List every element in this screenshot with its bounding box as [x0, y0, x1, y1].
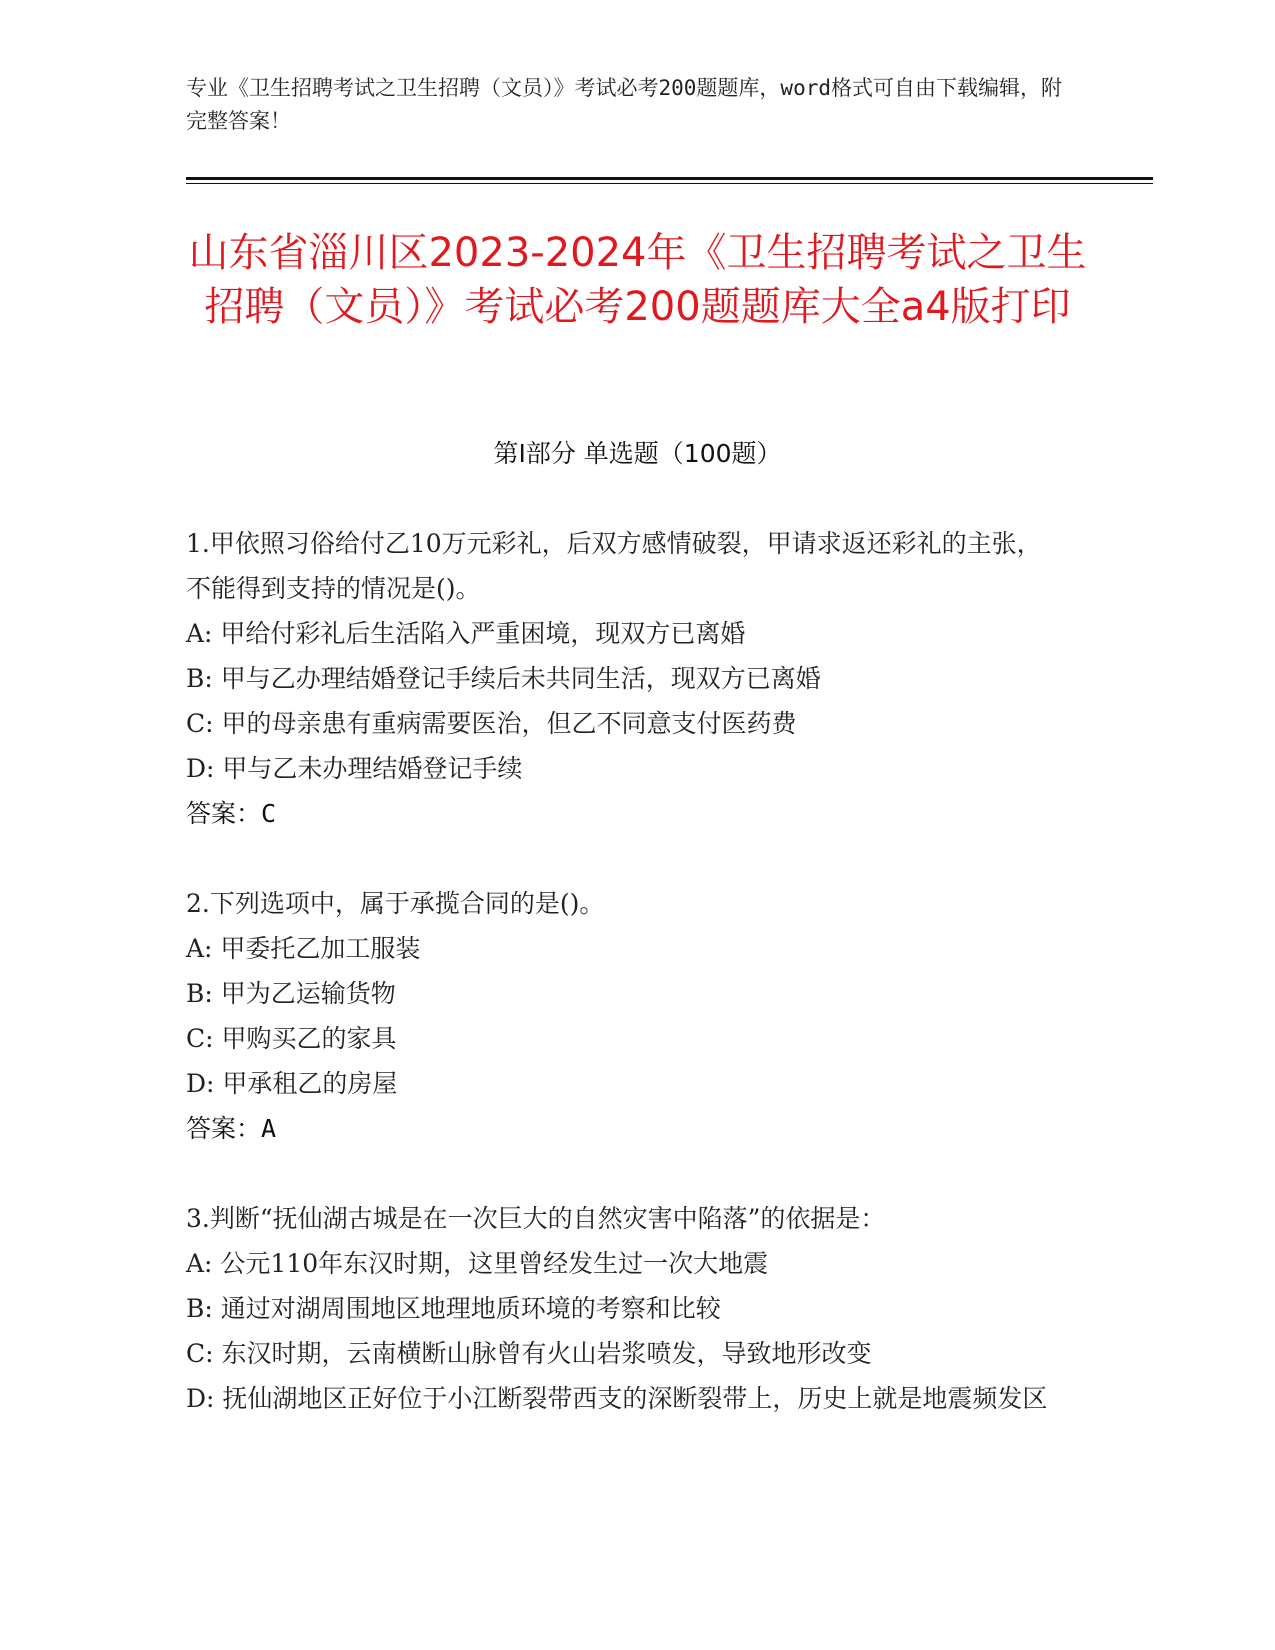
option-a: A: 公元110年东汉时期，这里曾经发生过一次大地震: [186, 1249, 769, 1278]
question-stem: 3.判断“抚仙湖古城是在一次巨大的自然灾害中陷落”的依据是：: [186, 1204, 886, 1233]
option-b: B: 甲为乙运输货物: [186, 979, 396, 1008]
document-title: 山东省淄川区2023-2024年《卫生招聘考试之卫生招聘（文员）》考试必考200题题库大全a4版打印: [188, 230, 1087, 330]
question-stem: 2.下列选项中，属于承揽合同的是()。: [186, 889, 605, 918]
option-a: A: 甲委托乙加工服装: [186, 934, 421, 963]
question-3: [186, 1196, 1066, 1421]
option-c: C: 东汉时期，云南横断山脉曾有火山岩浆喷发，导致地形改变: [186, 1339, 872, 1368]
answer-label: 答案：: [186, 1114, 262, 1143]
section-title: 第Ⅰ部分 单选题（100题）: [493, 439, 782, 468]
option-c: C: 甲购买乙的家具: [186, 1024, 397, 1053]
header-note: 专业《卫生招聘考试之卫生招聘（文员）》考试必考200题题库，word格式可自由下载编辑，附完整答案！: [186, 76, 1062, 133]
header-divider-thick: [186, 177, 1153, 180]
question-1: [186, 521, 1066, 836]
answer-line: [186, 1106, 1066, 1151]
option-d: D: 甲承租乙的房屋: [186, 1069, 398, 1098]
answer-label: 答案：: [186, 799, 262, 828]
option-a: A: 甲给付彩礼后生活陷入严重困境，现双方已离婚: [186, 619, 746, 648]
answer-line: [186, 791, 1066, 836]
answer-value: C: [261, 799, 277, 828]
question-stem: 1.甲依照习俗给付乙10万元彩礼，后双方感情破裂，甲请求返还彩礼的主张，不能得到支持的情况是()。: [186, 529, 1042, 603]
option-c: C: 甲的母亲患有重病需要医治，但乙不同意支付医药费: [186, 709, 797, 738]
question-2: [186, 881, 1066, 1151]
option-d: D: 抚仙湖地区正好位于小江断裂带西支的深断裂带上，历史上就是地震频发区: [186, 1384, 1048, 1413]
header-divider-thin: [186, 183, 1153, 184]
answer-value: A: [261, 1114, 277, 1143]
option-d: D: 甲与乙未办理结婚登记手续: [186, 754, 523, 783]
option-b: B: 甲与乙办理结婚登记手续后未共同生活，现双方已离婚: [186, 664, 821, 693]
option-b: B: 通过对湖周围地区地理地质环境的考察和比较: [186, 1294, 721, 1323]
